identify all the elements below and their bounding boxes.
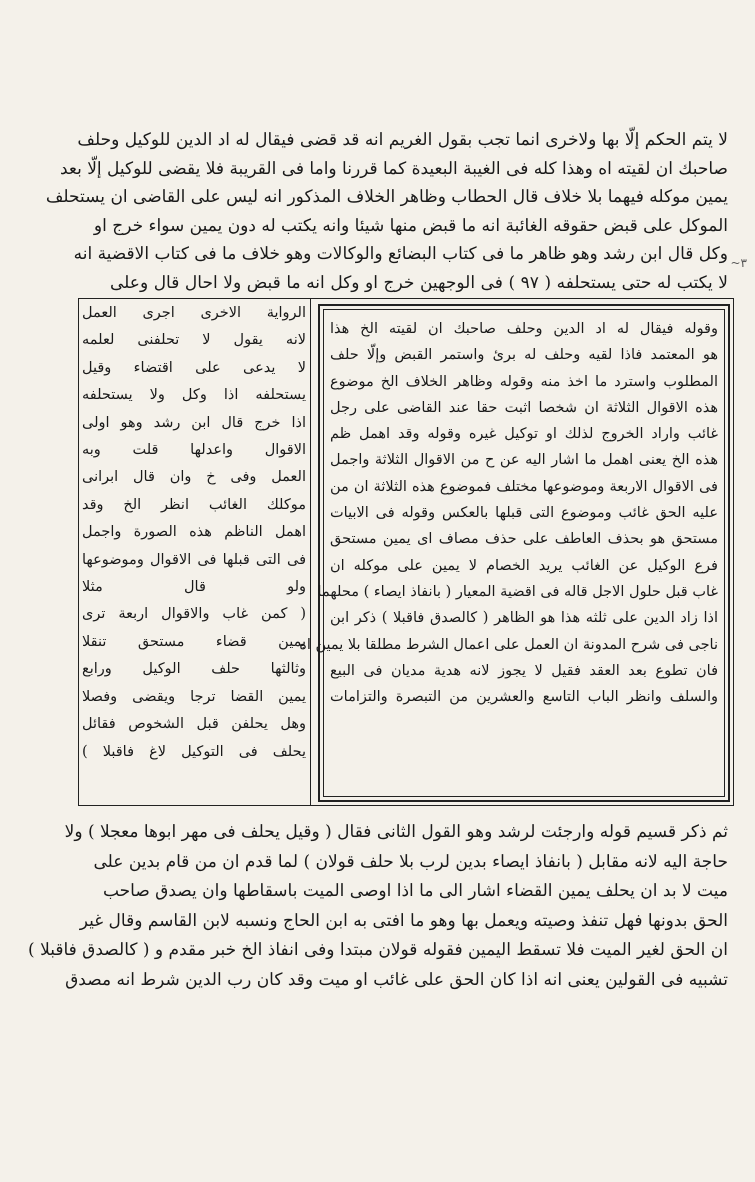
gloss-line: غائب واراد الخروج لذلك او توكيل غيره وقوله وقد اهمل ظم (330, 426, 718, 443)
side-line: العمل وفى خ وان قال ابرانى (82, 469, 306, 486)
gloss-line: غاب قبل حلول الاجل قاله فى اقضية المعيار ( بانفاذ ايصاء ) محلهما (317, 583, 718, 600)
text-line: حاجة اليه لانه مقابل ( بانفاذ ايصاء بدين لرب بلا حلف قولان ) لما قدم ان من قام بدين على (93, 851, 728, 872)
margin-mark: ~٣ (730, 256, 747, 270)
gloss-line: فرع الوكيل عن الغائب يريد الخصام لا يمين على موكله ان (330, 557, 718, 574)
gloss-line: فان تطوع بعد العقد فقيل لا يجوز لانه هدية مديان فى البيع (330, 662, 718, 679)
side-line: وثالثها حلف الوكيل ورابع (82, 661, 306, 678)
text-line: يمين موكله فيهما بلا خلاف قال الحطاب وظاهر الخلاف المذكور انه ليس على القاضى ان يستحلف (45, 187, 728, 207)
gloss-line: مستحق هو بحذف العاطف على حذف مصاف اى يمين مستحق (330, 531, 718, 548)
frame-rule-bottom (78, 805, 734, 806)
side-line: فى التى قبلها فى الاقوال وموضوعها (82, 551, 306, 568)
side-line: وهل يحلفن قبل الشخوص فقائل (82, 716, 306, 733)
side-column-text (82, 300, 306, 766)
gloss-line: اذا زاد الدين على ثلثه هذا هو الظاهر ( كالصدق فاقبلا ) ذكر ابن (330, 610, 718, 627)
text-line: ان الحق لغير الميت فلا تسقط اليمين فقوله قولان مبتدا وفى انفاذ الخ خبر مقدم و ( كالصدق فاقبلا ) (28, 940, 728, 960)
text-line: لا يكتب له حتى يستحلفه ( ٩٧ ) فى الوجهين خرج او وكل انه ما قبض ولا احال قال وعلى (110, 272, 728, 293)
commentary-frame (78, 298, 734, 806)
side-line: يستحلفه اذا وكل ولا يستحلفه (82, 387, 306, 404)
text-line: صاحبك ان لقيته اه وهذا كله فى الغيبة البعيدة كما قررنا واما فى القريبة فلا يقضى للوكيل إلّا بعد (59, 158, 728, 179)
frame-rule-top (78, 298, 734, 299)
gloss-line: وقوله فيقال له اد الدين وحلف صاحبك ان لقيته الخ هذا (330, 321, 718, 337)
frame-rule-right (733, 298, 734, 806)
text-line: تشبيه فى القولين يعنى انه اذا كان الحق على غائب او ميت وقد كان رب الدين شرط انه مصدق (65, 969, 728, 990)
gloss-line: هذه الخ يعنى اهمل ما اشار اليه عن ح من الاقوال الثلاثة واجمل (330, 452, 718, 469)
text-line: لا يتم الحكم إلّا بها ولاخرى انما تجب بقول الغريم انه قد قضى فيقال له اد الدين للوكيل وحلف (77, 130, 728, 150)
text-line: ميت لا بد ان يحلف يمين القضاء اشار الى ما اذا اوصى الميت باسقاطها وان يصدق صاحب (102, 881, 728, 901)
main-text-bottom (28, 818, 728, 995)
gloss-line: عليه الحق غائب وموضوع التى قبلها بالعكس وقوله فى الابيات (330, 505, 718, 522)
gloss-line: هو المعتمد فاذا لقيه وحلف له برئ واستمر القبض وإلّا حلف (330, 347, 718, 364)
side-line: يمين القضا ترجا ويقضى وفصلا (82, 688, 306, 705)
side-line: الرواية الاخرى اجرى العمل (82, 305, 306, 321)
side-line: يمين قضاء مستحق تنقلا (82, 633, 306, 650)
text-line: الحق بدونها فهل تنفذ وصيته ويعمل بها وهو ما افتى به ابن الحاج ونسبه لابن القاسم وقال غير (79, 910, 728, 931)
side-line: موكلك الغائب انظر الخ وقد (82, 496, 306, 513)
side-line: ولو قال مثلا (82, 579, 306, 596)
gloss-line: والسلف وانظر الباب التاسع والعشرين من التبصرة والتزامات (330, 689, 718, 706)
gloss-line: ناجى فى شرح المدونة ان العمل على اعمال الشرط مطلقا بلا يمين اه (299, 636, 718, 653)
text-line: ثم ذكر قسيم قوله وارجئت لرشد وهو القول الثانى فقال ( وقيل يحلف فى مهر ابوها معجلا ) ولا (64, 822, 728, 842)
frame-rule-left (78, 298, 79, 806)
text-line: الموكل على قبض حقوقه الغائبة انه ما قبض منها شيئا وانه يكتب له دون يمين سواء خرج او (93, 215, 728, 236)
gloss-line: المطلوب واسترد ما اخذ منه وقوله وظاهر الخلاف الخ موضوع (330, 373, 718, 390)
main-text-top (45, 126, 728, 297)
side-line: لانه يقول لا تحلفنى لعلمه (82, 332, 306, 349)
side-line: لا يدعى على اقتضاء وقيل (82, 359, 306, 376)
side-line: ( كمن غاب والاقوال اربعة ترى (82, 606, 306, 623)
text-line: وكل قال ابن رشد وهو ظاهر ما فى كتاب البضائع والوكالات وهو خلاف ما فى كتاب الاقضية انه (73, 244, 728, 264)
side-line: يحلف فى التوكيل لاغ فاقبلا ) (82, 743, 306, 760)
side-line: الاقوال واعدلها قلت وبه (82, 442, 306, 459)
side-line: اهمل الناظم هذه الصورة واجمل (82, 524, 306, 541)
gloss-line: فى الاقوال الاربعة وموضوعها مختلف فموضوع هذه الثلاثة ان من (330, 478, 718, 495)
gloss-text (299, 316, 718, 710)
frame-rule-divider (310, 298, 311, 806)
side-line: اذا خرج قال ابن رشد وهو اولى (82, 414, 306, 431)
gloss-line: هذه الاقوال الثلاثة ان شخصا اثبت حقا عند القاضى على رجل (330, 399, 718, 416)
